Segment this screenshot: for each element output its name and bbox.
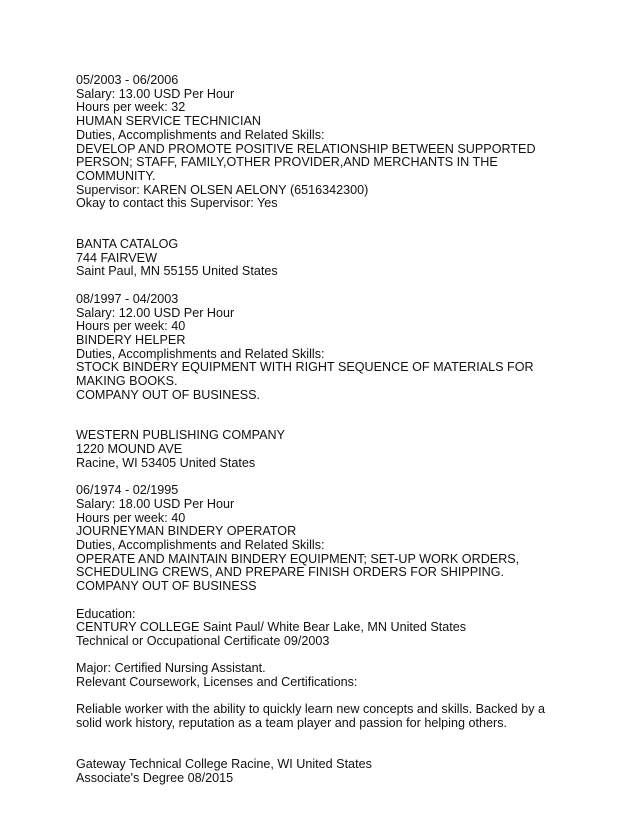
education-heading: Education: — [76, 606, 136, 621]
job3-note: COMPANY OUT OF BUSINESS — [76, 579, 257, 594]
job1-contact: Okay to contact this Supervisor: Yes — [76, 196, 278, 211]
job1-salary: Salary: 13.00 USD Per Hour — [76, 86, 235, 101]
section-gap — [76, 402, 556, 429]
section-gap — [76, 471, 556, 485]
section-gap — [76, 211, 556, 238]
job1-dates: 05/2003 - 06/2006 — [76, 73, 179, 87]
job1-hours: Hours per week: 32 — [76, 100, 186, 115]
employer3-name: WESTERN PUBLISHING COMPANY — [76, 428, 285, 443]
job2-duties-label: Duties, Accomplishments and Related Skills: — [76, 346, 325, 361]
section-gap — [76, 594, 556, 608]
employer2-name: BANTA CATALOG — [76, 237, 179, 252]
job2-dates: 08/1997 - 04/2003 — [76, 291, 179, 306]
education-coursework: Relevant Coursework, Licenses and Certifications: — [76, 675, 358, 690]
job1-supervisor: Supervisor: KAREN OLSEN AELONY (6516342300) — [76, 182, 369, 197]
section-gap — [76, 731, 556, 758]
education-cert1: Technical or Occupational Certificate 09/2003 — [76, 633, 330, 648]
section-gap — [76, 690, 556, 704]
job3-duties-label: Duties, Accomplishments and Related Skills: — [76, 538, 325, 553]
resume-page — [76, 74, 556, 785]
job1-duties-text: DEVELOP AND PROMOTE POSITIVE RELATIONSHIP BETWEEN SUPPORTED PERSON; STAFF, FAMILY,OTHER PROVIDER,AND MERCHANTS IN THE COMMUNITY. — [76, 141, 536, 183]
job2-note: COMPANY OUT OF BUSINESS. — [76, 387, 261, 402]
section-gap — [76, 279, 556, 293]
employer2-street: 744 FAIRVEW — [76, 250, 157, 265]
job3-salary: Salary: 18.00 USD Per Hour — [76, 496, 235, 511]
education-summary: Reliable worker with the ability to quickly learn new concepts and skills. Backed by a solid work history, reputation as a team player and passion for helping others. — [76, 702, 545, 731]
job2-hours: Hours per week: 40 — [76, 319, 186, 334]
education-school2: Gateway Technical College Racine, WI United States — [76, 756, 372, 771]
job3-title: JOURNEYMAN BINDERY OPERATOR — [76, 524, 297, 539]
job2-salary: Salary: 12.00 USD Per Hour — [76, 305, 235, 320]
job3-dates: 06/1974 - 02/1995 — [76, 483, 179, 498]
job1-title: HUMAN SERVICE TECHNICIAN — [76, 114, 261, 129]
job2-title: BINDERY HELPER — [76, 332, 186, 347]
employer2-city: Saint Paul, MN 55155 United States — [76, 264, 278, 279]
employer3-street: 1220 MOUND AVE — [76, 442, 183, 457]
section-gap — [76, 649, 556, 663]
employer3-city: Racine, WI 53405 United States — [76, 455, 256, 470]
education-school1: CENTURY COLLEGE Saint Paul/ White Bear Lake, MN United States — [76, 620, 467, 635]
job3-duties-text: OPERATE AND MAINTAIN BINDERY EQUIPMENT; SET-UP WORK ORDERS, SCHEDULING CREWS, AND PREPARE FINISH ORDERS FOR SHIPPING. — [76, 551, 520, 580]
job2-duties-text: STOCK BINDERY EQUIPMENT WITH RIGHT SEQUENCE OF MATERIALS FOR MAKING BOOKS. — [76, 360, 534, 389]
education-major: Major: Certified Nursing Assistant. — [76, 661, 266, 676]
job3-hours: Hours per week: 40 — [76, 510, 186, 525]
job1-duties-label: Duties, Accomplishments and Related Skills: — [76, 127, 325, 142]
education-cert2: Associate's Degree 08/2015 — [76, 770, 234, 785]
